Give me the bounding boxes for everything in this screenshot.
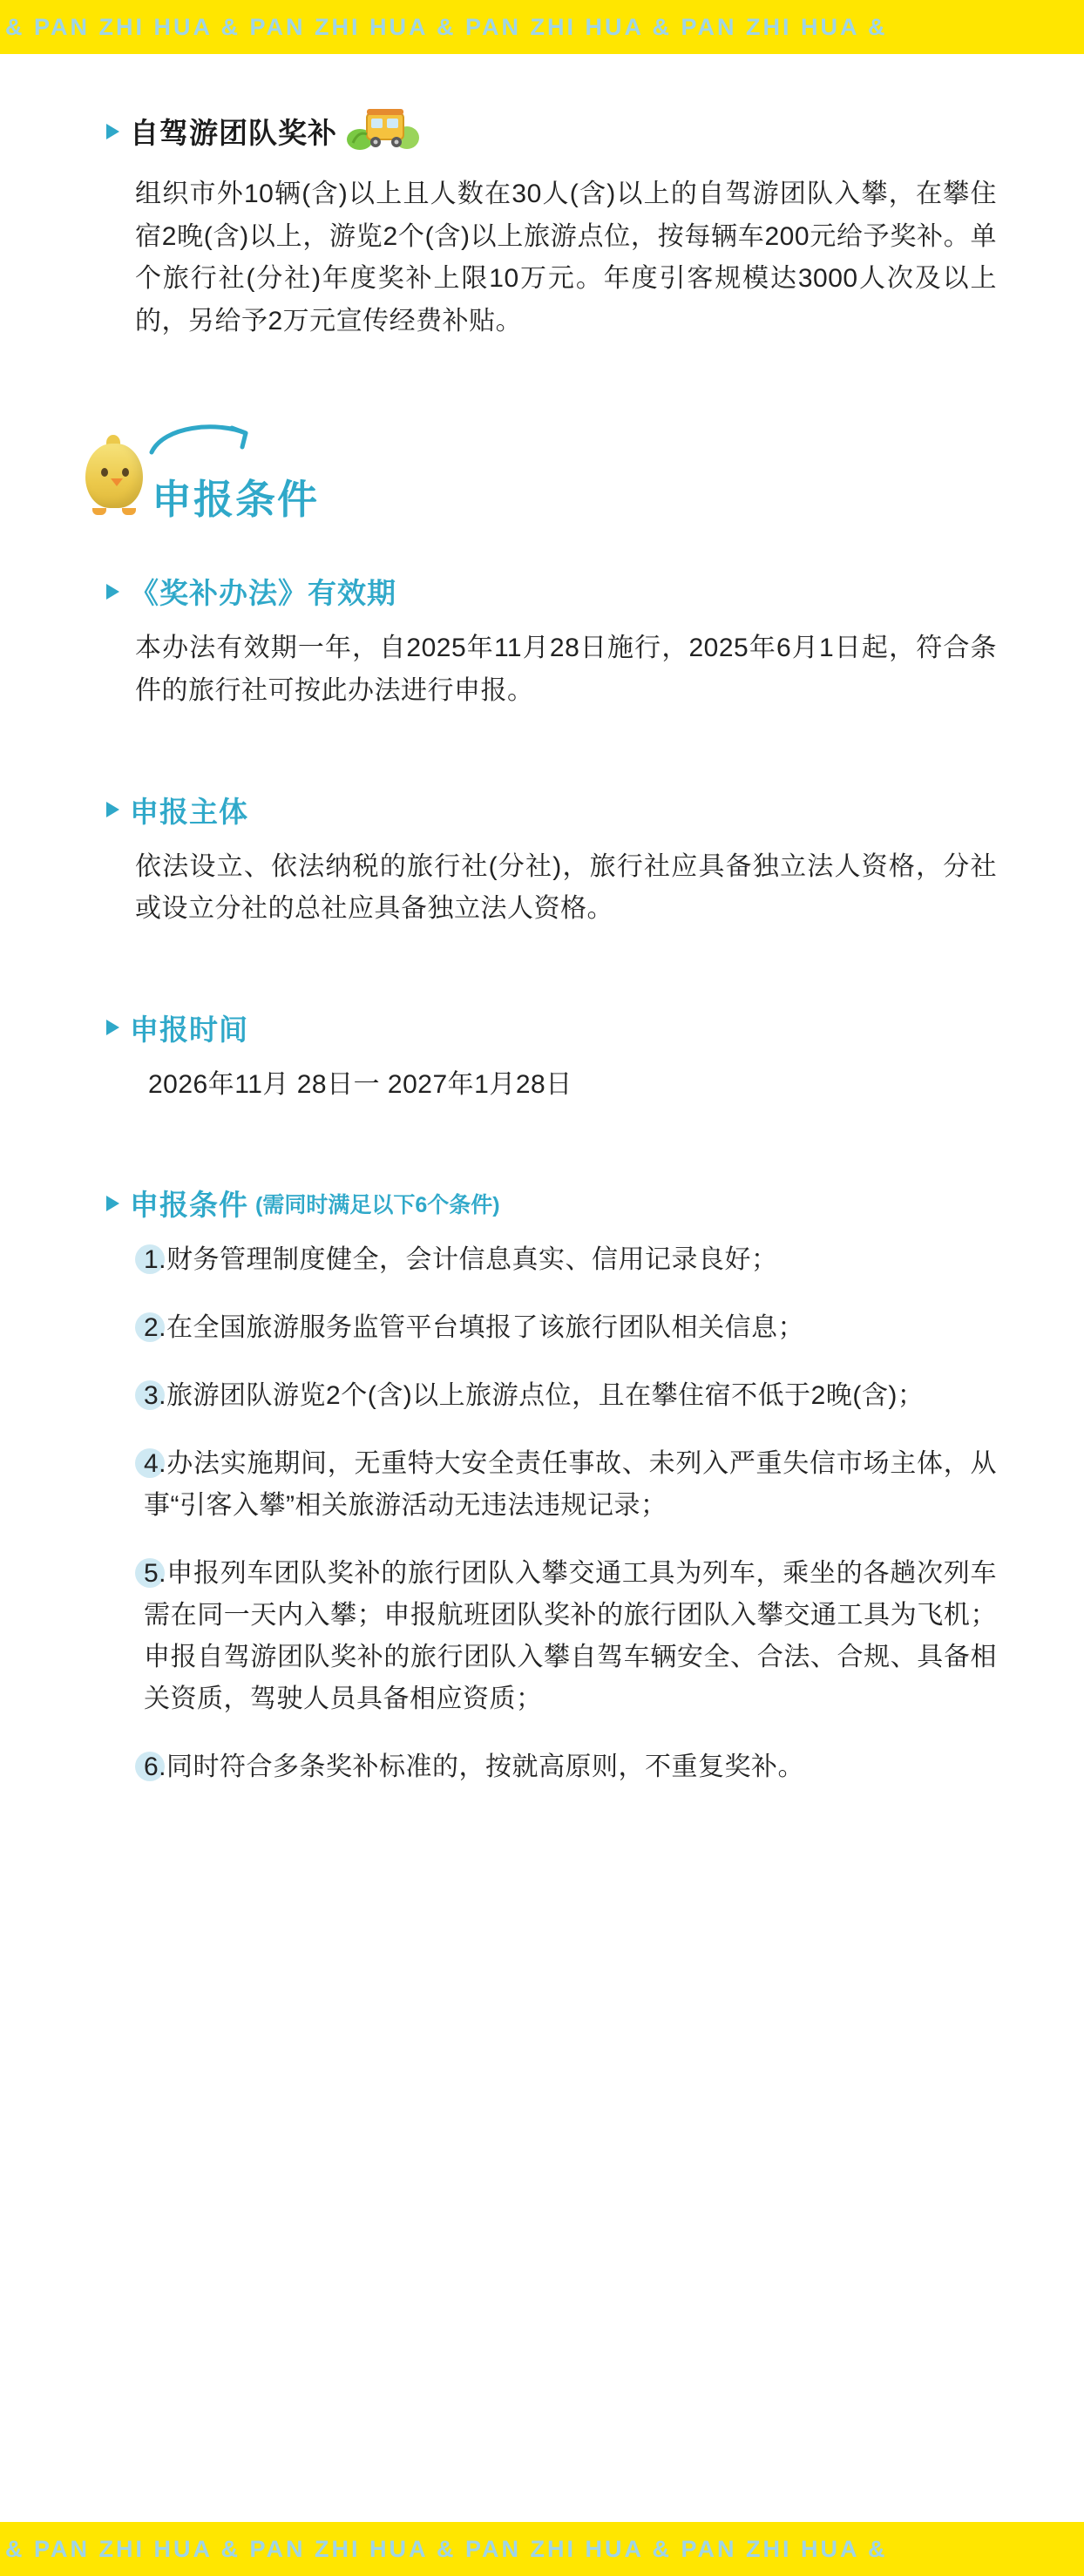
section-heading-conditions	[52, 1183, 1032, 1224]
self-drive-heading-text: 自驾游团队奖补	[130, 117, 337, 149]
apply-time-heading-text: 申报时间	[130, 1013, 248, 1046]
self-drive-body: 组织市外10辆(含)以上且人数在30人(含)以上的自驾游团队入攀，在攀住宿2晚(含)以上，游览2个(含)以上旅游点位，按每辆车200元给予奖补。单个旅行社(分社)年度奖补上限10万元。年度引客规模达3000人次及以上的，另给予2万元宣传经费补贴。	[135, 180, 997, 336]
bus-icon	[346, 105, 421, 158]
bottom-banner-text: & PAN ZHI HUA & PAN ZHI HUA & PAN ZHI HUA & PAN ZHI HUA &	[5, 2535, 888, 2562]
section-heading-validity	[52, 571, 1032, 612]
chick-mascot-icon	[73, 430, 157, 520]
list-item	[135, 1239, 997, 1281]
validity-body: 本办法有效期一年，自2025年11月28日施行，2025年6月1日起，符合条件的旅行社可按此办法进行申报。	[135, 634, 997, 705]
condition-text: 2.在全国旅游服务监管平台填报了该旅行团队相关信息；	[144, 1313, 805, 1343]
conditions-list	[52, 1239, 1032, 1788]
poster-content	[0, 105, 1084, 1861]
list-item	[135, 1553, 997, 1720]
apply-section-title: 申报条件	[152, 477, 319, 523]
conditions-heading-text: 申报条件	[130, 1189, 248, 1222]
section-heading-apply-time	[52, 1007, 1032, 1048]
section-heading-self-drive	[52, 105, 1032, 158]
bottom-banner	[0, 2522, 1084, 2576]
condition-text: 4.办法实施期间，无重特大安全责任事故、未列入严重失信市场主体，从事“引客入攀”相关旅游活动无违法违规记录；	[144, 1449, 997, 1521]
apply-time-body: 2026年11月 28日一 2027年1月28日	[148, 1069, 572, 1099]
validity-heading-text: 《奖补办法》有效期	[130, 577, 396, 610]
list-item	[135, 1443, 997, 1527]
section-heading-applicant	[52, 790, 1032, 830]
applicant-body: 依法设立、依法纳税的旅行社(分社)，旅行社应具备独立法人资格，分社或设立分社的总社应具备独立法人资格。	[135, 851, 997, 924]
triangle-bullet-icon	[106, 1196, 119, 1211]
applicant-heading-text: 申报主体	[130, 795, 248, 828]
condition-text: 5.申报列车团队奖补的旅行团队入攀交通工具为列车，乘坐的各趟次列车需在同一天内入攀；申报航班团队奖补的旅行团队入攀交通工具为飞机；申报自驾游团队奖补的旅行团队入攀自驾车辆安全、合法、合规、具备相关资质，驾驶人员具备相应资质；	[144, 1559, 997, 1714]
top-banner	[0, 0, 1084, 54]
apply-section-title-row	[52, 430, 1032, 523]
list-item	[135, 1307, 997, 1349]
condition-text: 1.财务管理制度健全，会计信息真实、信用记录良好；	[144, 1245, 778, 1275]
triangle-bullet-icon	[106, 124, 119, 139]
list-item	[135, 1375, 997, 1417]
triangle-bullet-icon	[106, 584, 119, 600]
triangle-bullet-icon	[106, 802, 119, 817]
swoosh-arrow-icon	[148, 421, 253, 461]
triangle-bullet-icon	[106, 1020, 119, 1035]
conditions-heading-note: (需同时满足以下6个条件)	[255, 1192, 500, 1217]
condition-text: 3.旅游团队游览2个(含)以上旅游点位，且在攀住宿不低于2晚(含)；	[144, 1381, 925, 1411]
list-item	[135, 1746, 997, 1788]
condition-text: 6.同时符合多条奖补标准的，按就高原则，不重复奖补。	[144, 1752, 805, 1782]
top-banner-text: & PAN ZHI HUA & PAN ZHI HUA & PAN ZHI HUA & PAN ZHI HUA &	[5, 13, 888, 40]
